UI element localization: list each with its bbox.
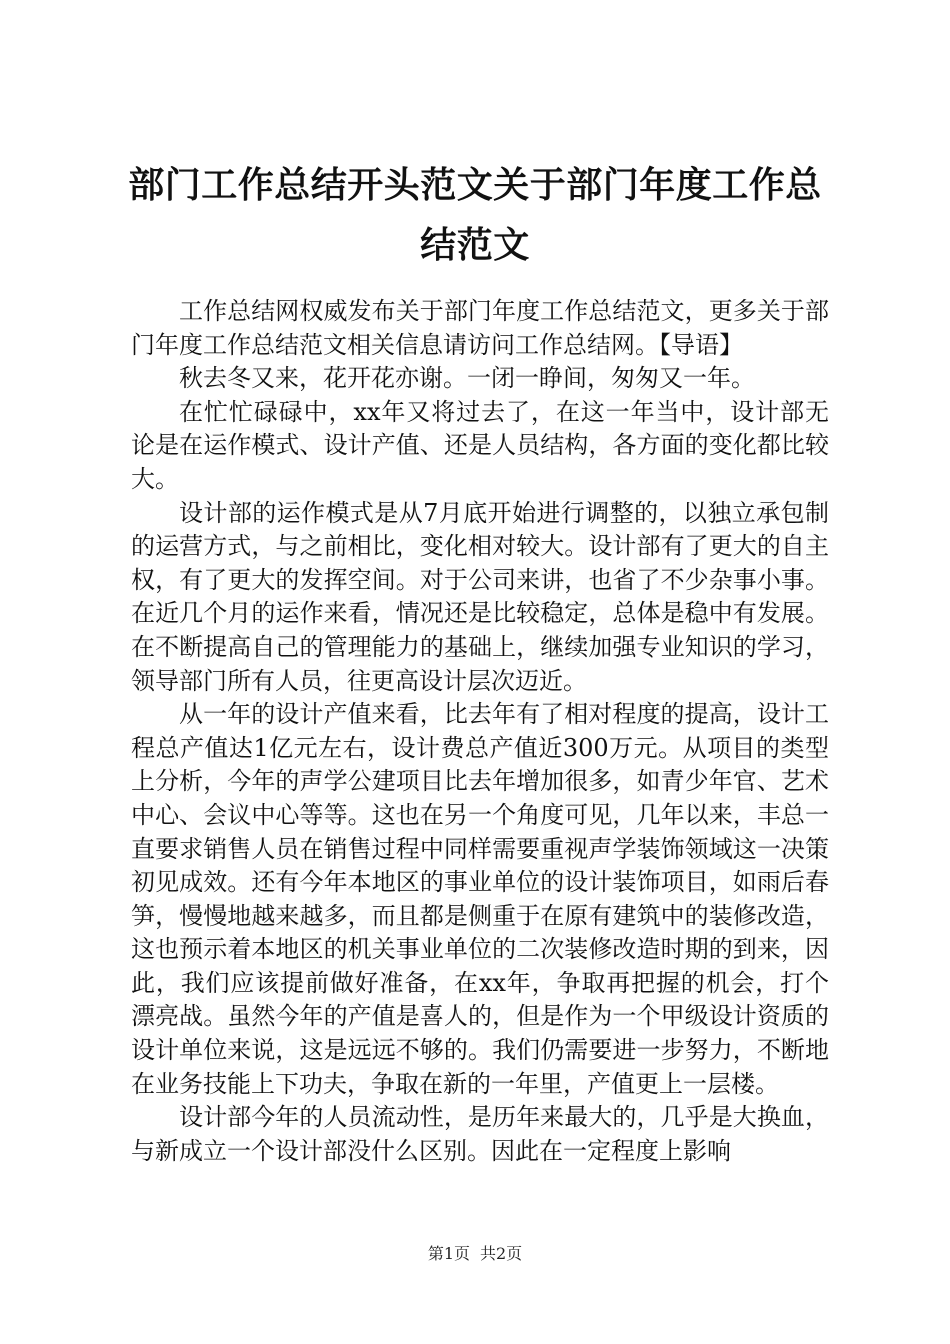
document-body [131,295,829,1168]
paragraph-operation-mode: 设计部的运作模式是从7月底开始进行调整的，以独立承包制的运营方式，与之前相比，变化相对较大。设计部有了更大的自主权，有了更大的发挥空间。对于公司来讲，也省了不少杂事小事。在近几个月的运作来看，情况还是比较稳定，总体是稳中有发展。在不断提高自己的管理能力的基础上，继续加强专业知识的学习，领导部门所有人员，往更高设计层次迈近。 [131,498,829,695]
page-footer [0,1244,950,1264]
paragraph-year-summary: 在忙忙碌碌中，xx年又将过去了，在这一年当中，设计部无论是在运作模式、设计产值、还是人员结构，各方面的变化都比较大。 [131,397,829,493]
paragraph-staff-turnover: 设计部今年的人员流动性，是历年来最大的，几乎是大换血，与新成立一个设计部没什么区别。因此在一定程度上影响 [131,1103,829,1165]
paragraph-intro: 工作总结网权威发布关于部门年度工作总结范文，更多关于部门年度工作总结范文相关信息请访问工作总结网。【导语】 [131,297,829,359]
page-total: 共2页 [480,1244,523,1263]
document-title: 部门工作总结开头范文关于部门年度工作总结范文 [128,165,822,266]
page-number: 第1页 [427,1244,470,1263]
paragraph-opening-line: 秋去冬又来，花开花亦谢。一闭一睁间，匆匆又一年。 [179,364,755,393]
paragraph-design-output: 从一年的设计产值来看，比去年有了相对程度的提高，设计工程总产值达1亿元左右，设计费总产值近300万元。从项目的类型上分析，今年的声学公建项目比去年增加很多，如青少年官、艺术中心、会议中心等等。这也在另一个角度可见，几年以来，丰总一直要求销售人员在销售过程中同样需要重视声学装饰领域这一决策初见成效。还有今年本地区的事业单位的设计装饰项目，如雨后春笋，慢慢地越来越多，而且都是侧重于在原有建筑中的装修改造，这也预示着本地区的机关事业单位的二次装修改造时期的到来，因此，我们应该提前做好准备，在xx年，争取再把握的机会，打个漂亮战。虽然今年的产值是喜人的，但是作为一个甲级设计资质的设计单位来说，这是远远不够的。我们仍需要进一步努力，不断地在业务技能上下功夫，争取在新的一年里，产值更上一层楼。 [131,700,829,1098]
